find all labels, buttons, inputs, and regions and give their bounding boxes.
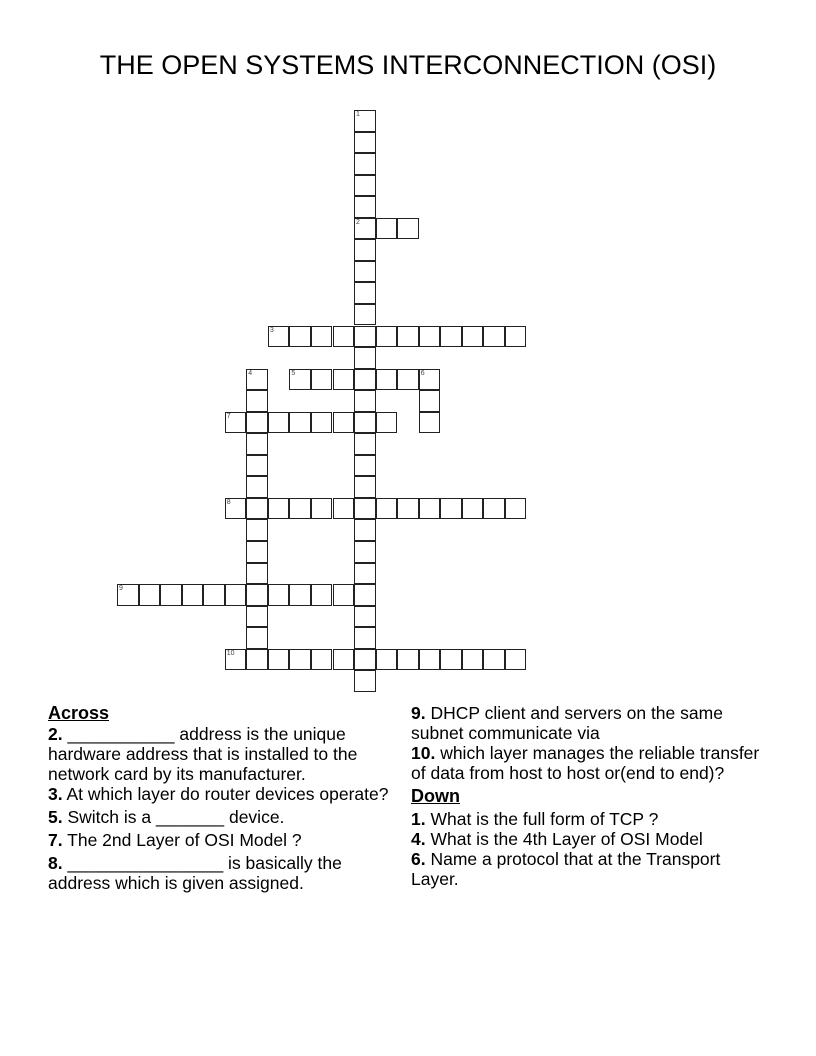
grid-cell[interactable] (333, 369, 355, 391)
grid-cell[interactable] (117, 584, 139, 606)
grid-cell[interactable] (376, 326, 398, 348)
grid-cell[interactable] (246, 584, 268, 606)
grid-cell[interactable] (139, 584, 161, 606)
grid-cell[interactable] (440, 326, 462, 348)
grid-cell[interactable] (246, 498, 268, 520)
grid-cell[interactable] (354, 649, 376, 671)
grid-cell[interactable] (483, 326, 505, 348)
grid-cell[interactable] (246, 433, 268, 455)
grid-cell[interactable] (311, 412, 333, 434)
clue-down-1: 1. What is the full form of TCP ? (411, 809, 659, 829)
clue-across-3: 3. At which layer do router devices operate? (48, 784, 389, 804)
grid-cell[interactable] (376, 498, 398, 520)
grid-cell[interactable] (354, 541, 376, 563)
clues-column-left (48, 702, 393, 893)
grid-cell[interactable] (225, 584, 247, 606)
grid-cell[interactable] (397, 326, 419, 348)
grid-cell[interactable] (354, 110, 376, 132)
clue-number-label: 1 (356, 111, 360, 118)
grid-cell[interactable] (354, 196, 376, 218)
grid-cell[interactable] (289, 584, 311, 606)
grid-cell[interactable] (354, 218, 376, 240)
clue-down-6: 6. Name a protocol that at the Transport Layer. (411, 849, 721, 889)
clue-across-10: 10. which layer manages the reliable transfer of data from host to host or(end to end)? (411, 743, 760, 783)
clue-number-label: 4 (248, 369, 253, 377)
grid-cell[interactable] (333, 498, 355, 520)
crossword-grid (117, 110, 527, 693)
grid-cell[interactable] (376, 218, 398, 240)
grid-cell[interactable] (289, 369, 311, 391)
grid-cell[interactable] (354, 153, 376, 175)
grid-cell[interactable] (397, 369, 419, 391)
grid-cell[interactable] (354, 132, 376, 154)
grid-cell[interactable] (419, 498, 441, 520)
grid-cell[interactable] (440, 649, 462, 671)
grid-cell[interactable] (311, 326, 333, 348)
clue-number-label: 3 (269, 326, 274, 334)
grid-cell[interactable] (354, 563, 376, 585)
grid-cell[interactable] (419, 390, 441, 412)
grid-cell[interactable] (354, 390, 376, 412)
grid-cell[interactable] (289, 498, 311, 520)
grid-cell[interactable] (311, 584, 333, 606)
down-heading: Down (411, 786, 460, 806)
grid-cell[interactable] (462, 498, 484, 520)
grid-cell[interactable] (354, 347, 376, 369)
clue-across-2: 2. ___________ address is the unique hardware address that is installed to the network card by its manufacturer. (48, 724, 358, 784)
clue-across-8: 8. ________________ is basically the address which is given assigned. (48, 853, 342, 893)
grid-cell[interactable] (440, 498, 462, 520)
grid-cell[interactable] (376, 649, 398, 671)
grid-cell[interactable] (376, 412, 398, 434)
grid-cell[interactable] (289, 326, 311, 348)
grid-cell[interactable] (483, 498, 505, 520)
clue-number-label: 5 (291, 369, 296, 377)
grid-cell[interactable] (397, 649, 419, 671)
grid-cell[interactable] (246, 412, 268, 434)
clue-number-label: 6 (420, 369, 425, 377)
grid-cell[interactable] (333, 326, 355, 348)
grid-cell[interactable] (311, 498, 333, 520)
grid-cell[interactable] (505, 498, 527, 520)
clue-number-label: 9 (119, 585, 123, 593)
grid-cell[interactable] (354, 282, 376, 304)
grid-cell[interactable] (268, 412, 290, 434)
grid-cell[interactable] (354, 498, 376, 520)
grid-cell[interactable] (268, 498, 290, 520)
clue-down-4: 4. What is the 4th Layer of OSI Model (411, 829, 703, 849)
grid-cell[interactable] (462, 649, 484, 671)
grid-cell[interactable] (397, 218, 419, 240)
grid-cell[interactable] (354, 606, 376, 628)
grid-cell[interactable] (354, 304, 376, 326)
grid-cell[interactable] (246, 476, 268, 498)
clue-number-label: 7 (226, 412, 231, 420)
grid-cell[interactable] (311, 369, 333, 391)
grid-cell[interactable] (225, 412, 247, 434)
grid-cell[interactable] (419, 649, 441, 671)
grid-cell[interactable] (354, 476, 376, 498)
grid-cell[interactable] (354, 584, 376, 606)
grid-cell[interactable] (333, 412, 355, 434)
clue-number-label: 10 (226, 649, 235, 657)
grid-cell[interactable] (225, 649, 247, 671)
grid-cell[interactable] (182, 584, 204, 606)
grid-cell[interactable] (354, 670, 376, 692)
grid-cell[interactable] (419, 412, 441, 434)
grid-cell[interactable] (268, 326, 290, 348)
grid-cell[interactable] (289, 412, 311, 434)
grid-cell[interactable] (505, 326, 527, 348)
grid-cell[interactable] (354, 326, 376, 348)
grid-cell[interactable] (246, 519, 268, 541)
grid-cell[interactable] (289, 649, 311, 671)
grid-cell[interactable] (354, 175, 376, 197)
grid-cell[interactable] (483, 649, 505, 671)
grid-cell[interactable] (354, 455, 376, 477)
clue-across-9: 9. DHCP client and servers on the same subnet communicate via (411, 703, 723, 743)
grid-cell[interactable] (246, 563, 268, 585)
grid-cell[interactable] (160, 584, 182, 606)
puzzle-title: THE OPEN SYSTEMS INTERCONNECTION (OSI) (99, 50, 717, 80)
grid-cell[interactable] (505, 649, 527, 671)
clues-column-right (411, 702, 761, 889)
grid-cell[interactable] (246, 649, 268, 671)
grid-cell[interactable] (397, 498, 419, 520)
grid-cell[interactable] (462, 326, 484, 348)
grid-cell[interactable] (354, 239, 376, 261)
grid-cell[interactable] (246, 369, 268, 391)
grid-cell[interactable] (333, 649, 355, 671)
grid-cell[interactable] (225, 498, 247, 520)
grid-cell[interactable] (354, 627, 376, 649)
grid-cell[interactable] (246, 541, 268, 563)
clue-across-5: 5. Switch is a _______ device. (48, 807, 285, 827)
grid-cell[interactable] (354, 261, 376, 283)
grid-cell[interactable] (354, 519, 376, 541)
grid-cell[interactable] (354, 433, 376, 455)
grid-cell[interactable] (354, 369, 376, 391)
grid-cell[interactable] (419, 369, 441, 391)
grid-cell[interactable] (246, 455, 268, 477)
grid-cell[interactable] (376, 369, 398, 391)
grid-cell[interactable] (419, 326, 441, 348)
grid-cell[interactable] (246, 606, 268, 628)
grid-cell[interactable] (268, 584, 290, 606)
clue-number-label: 2 (356, 218, 360, 226)
grid-cell[interactable] (203, 584, 225, 606)
clue-number-label: 8 (226, 498, 231, 506)
clue-across-7: 7. The 2nd Layer of OSI Model ? (48, 830, 302, 850)
grid-cell[interactable] (311, 649, 333, 671)
grid-cell[interactable] (354, 412, 376, 434)
grid-cell[interactable] (333, 584, 355, 606)
grid-cell[interactable] (246, 390, 268, 412)
across-heading: Across (48, 703, 110, 723)
grid-cell[interactable] (268, 649, 290, 671)
grid-cell[interactable] (246, 627, 268, 649)
